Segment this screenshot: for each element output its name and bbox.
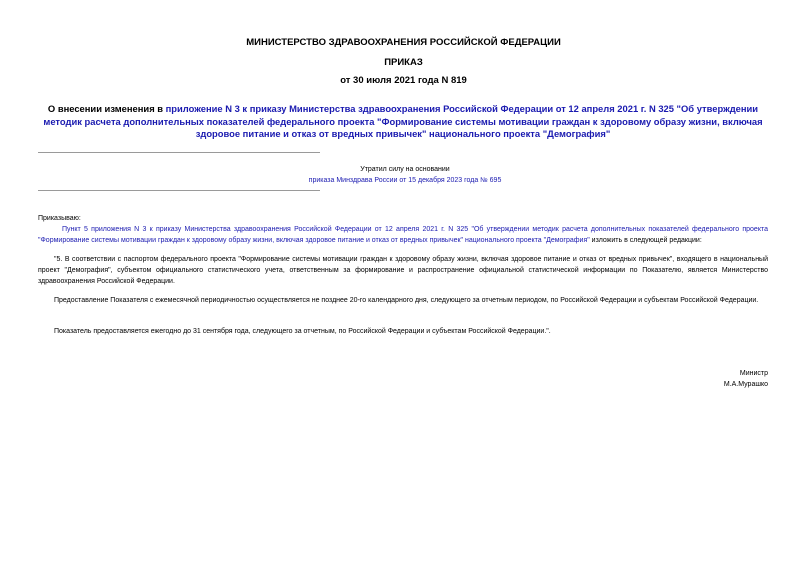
title-prefix: О внесении изменения в (47, 103, 166, 114)
order-word: Приказываю: (38, 215, 81, 222)
doc-type-heading: ПРИКАЗ (384, 57, 423, 68)
paragraph-1-link[interactable]: Пункт 5 приложения N 3 к приказу Министерства здравоохранения Российской Федерации от 12 апреля 2021 г. N 325 "Об утверждении методик расчета дополнительных показателей федерального проекта "Формирование системы мотивации граждан к здоровому образу жизни, включая здоровое питание и отказ от вредных привычек" национального проекта "Демография" (38, 226, 768, 244)
lost-force-link[interactable]: приказа Минздрава России от 15 декабря 2023 года № 695 (308, 177, 502, 184)
paragraph-2: "5. В соответствии с паспортом федерального проекта "Формирование системы мотивации граждан к здоровому образу жизни, включая здоровое питание и отказ от вредных привычек", входящего в национальный проект "Демография", субъектом официального статистического учета, ответственным за формирование и распространение официальной статистической информации по Показателю, является Министерство здравоохранения Российской Федерации. (38, 256, 768, 285)
paragraph-4: Показатель предоставляется ежегодно до 31 сентября года, следующего за отчетным, по Российской Федерации и субъектам Российской Федерации.". (54, 328, 551, 335)
divider-bottom (38, 190, 320, 191)
title-link[interactable]: приложение N 3 к приказу Министерства здравоохранения Российской Федерации от 12 апреля 2021 г. N 325 "Об утверждении методик расчета дополнительных показателей федерального проекта "Формирование системы мотивации граждан к здоровому образу жизни, включая здоровое питание и отказ от вредных привычек" национального проекта "Демография" (43, 103, 763, 139)
document-title (38, 103, 768, 141)
lost-force-note: Утратил силу на основании (360, 166, 450, 173)
paragraph-1 (38, 224, 768, 246)
signature-name: М.А.Мурашко (723, 381, 768, 388)
ministry-heading: МИНИСТЕРСТВО ЗДРАВООХРАНЕНИЯ РОССИЙСКОЙ ФЕДЕРАЦИИ (246, 37, 561, 48)
divider-top (38, 152, 320, 153)
doc-date-number: от 30 июля 2021 года N 819 (340, 75, 467, 86)
signature-position: Министр (739, 370, 768, 377)
paragraph-1-suffix: изложить в следующей редакции: (589, 237, 702, 244)
paragraph-3: Предоставление Показателя с ежемесячной периодичностью осуществляется не позднее 20-го календарного дня, следующего за отчетным периодом, по Российской Федерации и субъектам Российской Федерации. (54, 297, 759, 304)
